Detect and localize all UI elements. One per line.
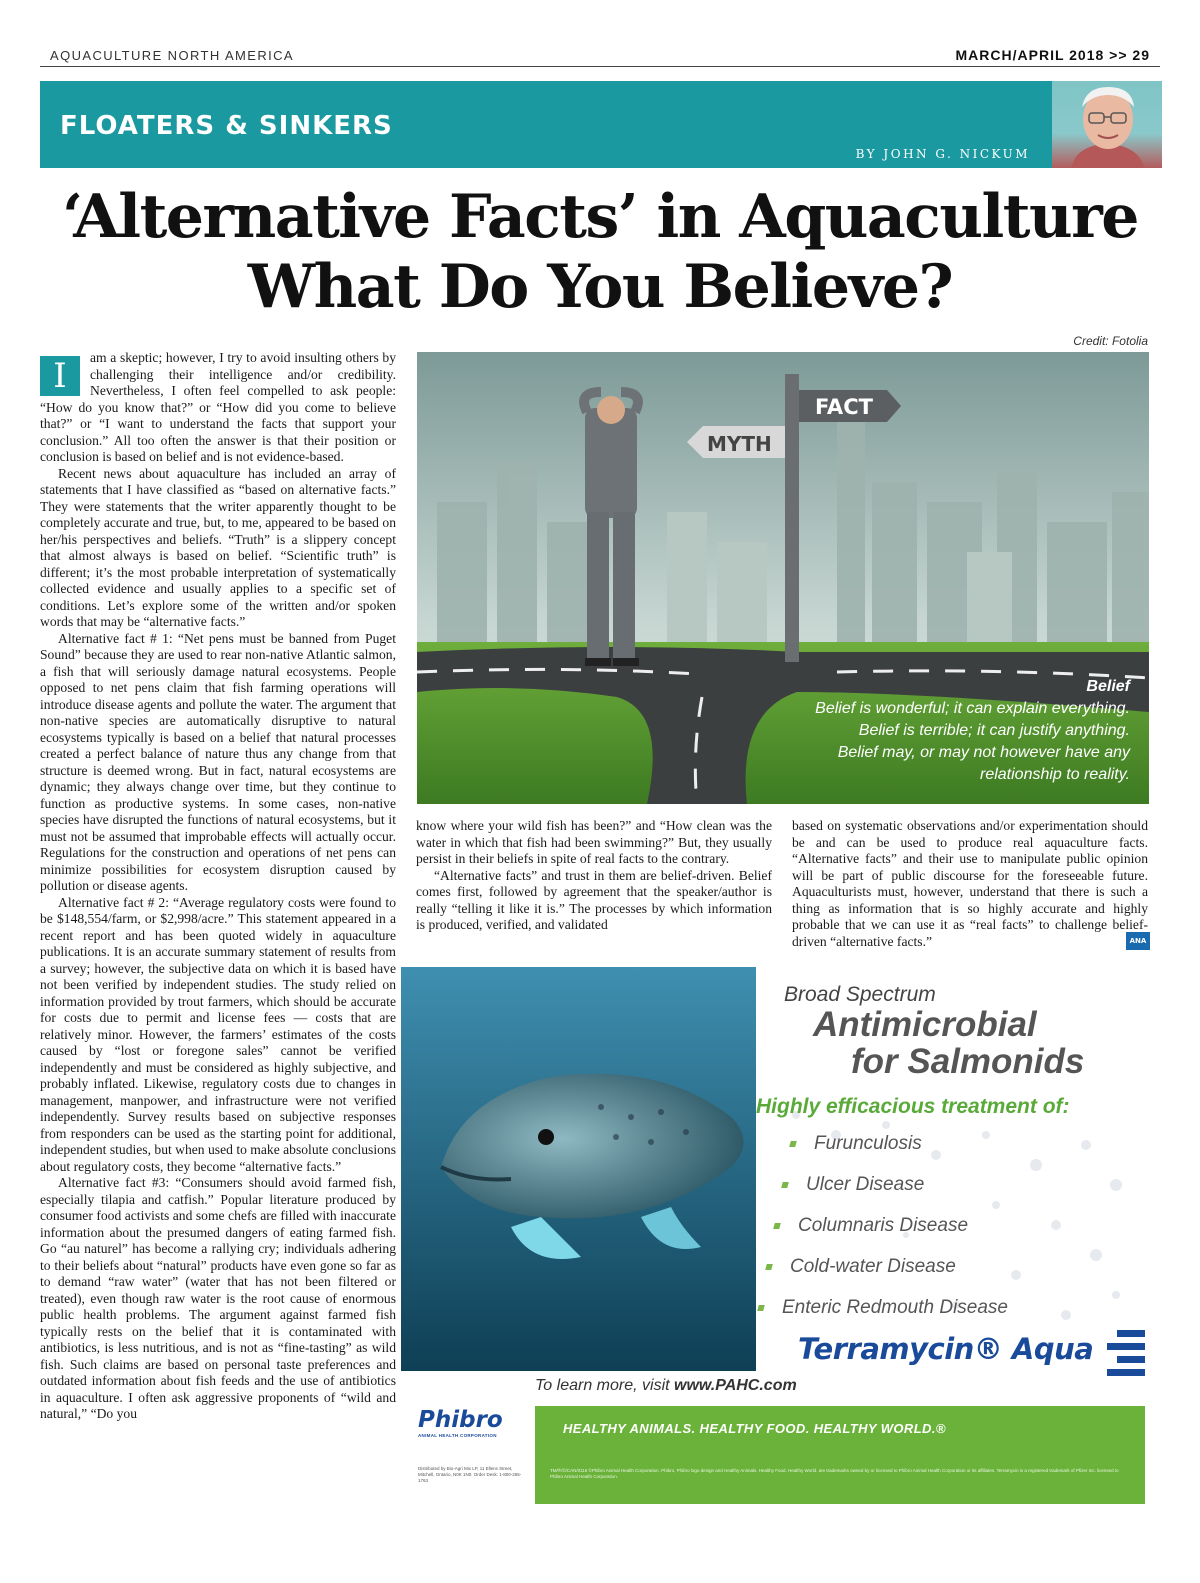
ad-list-item: [774, 1215, 968, 1237]
ad-tagline: HEALTHY ANIMALS. HEALTHY FOOD. HEALTHY WORLD.®: [563, 1421, 946, 1436]
caption-line: Belief is terrible; it can justify anything.: [858, 722, 1130, 739]
end-mark-ana-logo: ANA: [1126, 932, 1150, 950]
bullet-icon: [781, 1182, 789, 1188]
title-line-2: What Do You Believe?: [247, 252, 953, 322]
article-column-1: [40, 350, 396, 1423]
ad-fine-print: TM/®/©/CAN/0118 ©Phibro Animal Health Corporation. Phibro, Phibro logo design and Healthy Animals. Healthy Food. Healthy World. are trademarks owned by or licensed to Phibro Animal Health Corporation or its affiliates. Terramycin is a registered trademark of Pfizer Inc. licensed to Phibro Animal Health Corporation.: [550, 1468, 1119, 1479]
publication-name: AQUACULTURE NORTH AMERICA: [50, 48, 294, 63]
phibro-subtitle: ANIMAL HEALTH CORPORATION: [418, 1433, 497, 1438]
issue-page: MARCH/APRIL 2018 >> 29: [955, 47, 1150, 63]
learn-more: [535, 1377, 797, 1395]
ad-headline-2: Antimicrobial: [813, 1005, 1037, 1044]
article-column-3: [792, 818, 1148, 950]
ad-list-item-label: Furunculosis: [814, 1133, 922, 1154]
ad-list-item-label: Cold-water Disease: [790, 1256, 956, 1277]
terramycin-brand: Terramycin® Aqua: [798, 1332, 1094, 1366]
ad-headline-3: for Salmonids: [851, 1042, 1085, 1081]
bullet-icon: [757, 1305, 765, 1311]
article-title: [0, 182, 1200, 322]
bullet-icon: [765, 1264, 773, 1270]
ad-headline-1: Broad Spectrum: [784, 983, 936, 1006]
ad-dot-pattern: [756, 1085, 1146, 1330]
title-line-1: ‘Alternative Facts’ in Aquaculture: [62, 182, 1138, 252]
ad-salmon-image: [401, 967, 756, 1371]
paragraph: Alternative fact # 2: “Average regulatory costs were found to be $148,554/farm, or $2,998/acre.” This statement appeared in a recent report and has been quoted widely in aquaculture publications. It is an accurate summary statement of results from a survey; however, the subjective data on which it is based have not been verified by independent studies. The study relied on information provided by trout farmers, which should be accurate for costs due to permit and license fees — costs that are relatively minor. However, the farmers’ estimates of the costs caused by “lost or foregone sales” cannot be verified independently and must be considered as highly subjective, and probably inflated. Likewise, regulatory costs due to changes in management, manpower, and infrastructure were not verified independently. Survey results based on subjective responses from responders can be used as the starting point for additional, independent studies, but when used to make absolute conclusions about regulatory costs, they become “alternative facts.”: [40, 894, 397, 1174]
photo-credit: Credit: Fotolia: [1073, 334, 1148, 348]
paragraph: “Alternative facts” and trust in them are belief-driven. Belief comes first, followed by agreement that the speaker/author is really “telling it like it is.” The processes by which information is produced, verified, and validated: [416, 867, 772, 932]
caption-line: Belief may, or may not however have any: [837, 744, 1130, 761]
ad-list-item: [758, 1297, 1008, 1319]
paragraph-text: am a skeptic; however, I try to avoid insulting others by challenging their intelligence and/or credibility. Nevertheless, I often feel compelled to ask people: “How do you know that?” or “How did you come to believe that?” or “I want to understand the facts that support your conclusion.” All too often the answer is that their position or conclusion is based on belief and is not evidence-based.: [40, 350, 396, 464]
paragraph: know where your wild fish has been?” and “How clean was the water in which that fish had been swimming?” But, they usually persist in their beliefs in spite of real facts to the contrary.: [416, 818, 772, 866]
distributor-info: Distributed by Bio-Agri Mix LP, 11 Ellens Street, Mitchell, Ontario, N0K 1N0. Order Desk: 1-800-265-1763: [418, 1466, 522, 1483]
ad-list-item: [790, 1133, 922, 1155]
sign-myth-text: MYTH: [707, 432, 772, 456]
phibro-logo: Phibro: [418, 1407, 503, 1433]
sign-fact-text: FACT: [815, 395, 873, 419]
ad-list-item-label: Enteric Redmouth Disease: [782, 1297, 1008, 1318]
caption-line: Belief is wonderful; it can explain everything.: [815, 700, 1130, 717]
section-title: FLOATERS & SINKERS: [60, 111, 393, 141]
paragraph: Alternative fact # 1: “Net pens must be banned from Puget Sound” because they are used to rear non-native Atlantic salmon, a fish that will seriously damage natural ecosystems. People opposed to net pens claim that fish farming operations will introduce disease agents and pollute the water. The argument that non-native species are automatically disruptive to natural ecosystems typically is based on a belief that natural processes created a perfect balance of nature thus any change from that structure is deemed wrong. But in fact, natural ecosystems are dynamic; they always change over time, but they continue to function as productive systems. In some cases, non-native species have disrupted the functions of natural ecosystems, but it must not be assumed that improbable effects will actually occur. Regulations for the construction and operations of net pens can minimize possibilities for ecosystem disruption caused by pollution or disease agents.: [40, 630, 396, 893]
author-photo: [1052, 81, 1162, 168]
paragraph: Recent news about aquaculture has included an array of statements that I have classified as “based on alternative facts.” They were statements that the writer apparently thought to be completely accurate and true, but, to me, appeared to be based on her/his perspectives and beliefs. “Truth” is a slippery concept that almost always is based on belief. “Scientific truth” is different; it’s the most probable interpretation of systematically collected evidence and usually applies to a specific set of conditions. Let’s explore some of the written and/or spoken words that may be “alternative facts.”: [40, 465, 396, 629]
article-column-2: [416, 818, 772, 934]
paragraph: [40, 350, 396, 466]
paragraph: based on systematic observations and/or experimentation should be and can be used to produce real aquaculture facts. “Alternative facts” and their use to manipulate public opinion will be part of public discourse for the foreseeable future. Aquaculturists must, however, understand that there is such a thing as information that is so highly accurate and highly probable that we can use it as “real facts” to challenge belief-driven “alternative facts.”: [792, 818, 1148, 949]
ad-list-item-label: Ulcer Disease: [806, 1174, 925, 1195]
bullet-icon: [773, 1223, 781, 1229]
paragraph: Alternative fact #3: “Consumers should avoid farmed fish, especially tilapia and catfish.” Popular literature produced by consumer food activists and some chefs are filled with inaccurate information about the presumed dangers of eating farmed fish. Go “au naturel” has become a rallying cry; individuals adhering to their beliefs about “natural” products have even gone so far as to demand “raw water” (water that has not been filtered or treated), even though raw water is the root cause of enormous public health problems. The argument against farmed fish typically rests on the belief that it is contaminated with antibiotics, is less nutritious, and is not as “fine-tasting” as wild fish. Such claims are based on personal taste preferences and outdated information about fish feeds and the use of antibiotics in aquaculture. I often ask aggressive proponents of “wild and natural,” “Do you: [40, 1175, 396, 1421]
salmon-photo: [401, 967, 756, 1371]
author-portrait-image: [1052, 81, 1162, 168]
ad-subhead: Highly efficacious treatment of:: [756, 1095, 1070, 1118]
header-rule: [40, 66, 1160, 67]
terramycin-logo-icon: [1107, 1330, 1145, 1378]
learn-more-prefix: To learn more, visit: [535, 1377, 675, 1394]
ad-list-item-label: Columnaris Disease: [798, 1215, 969, 1236]
caption-title: Belief: [1086, 678, 1130, 695]
dropcap: I: [40, 356, 80, 396]
ad-list-item: [782, 1174, 924, 1196]
photo-caption: [815, 676, 1130, 786]
bullet-icon: [789, 1141, 797, 1147]
byline: BY JOHN G. NICKUM: [855, 147, 1030, 161]
ad-list-item: [766, 1256, 956, 1278]
caption-line: relationship to reality.: [980, 766, 1130, 783]
learn-more-url[interactable]: www.PAHC.com: [674, 1377, 797, 1394]
